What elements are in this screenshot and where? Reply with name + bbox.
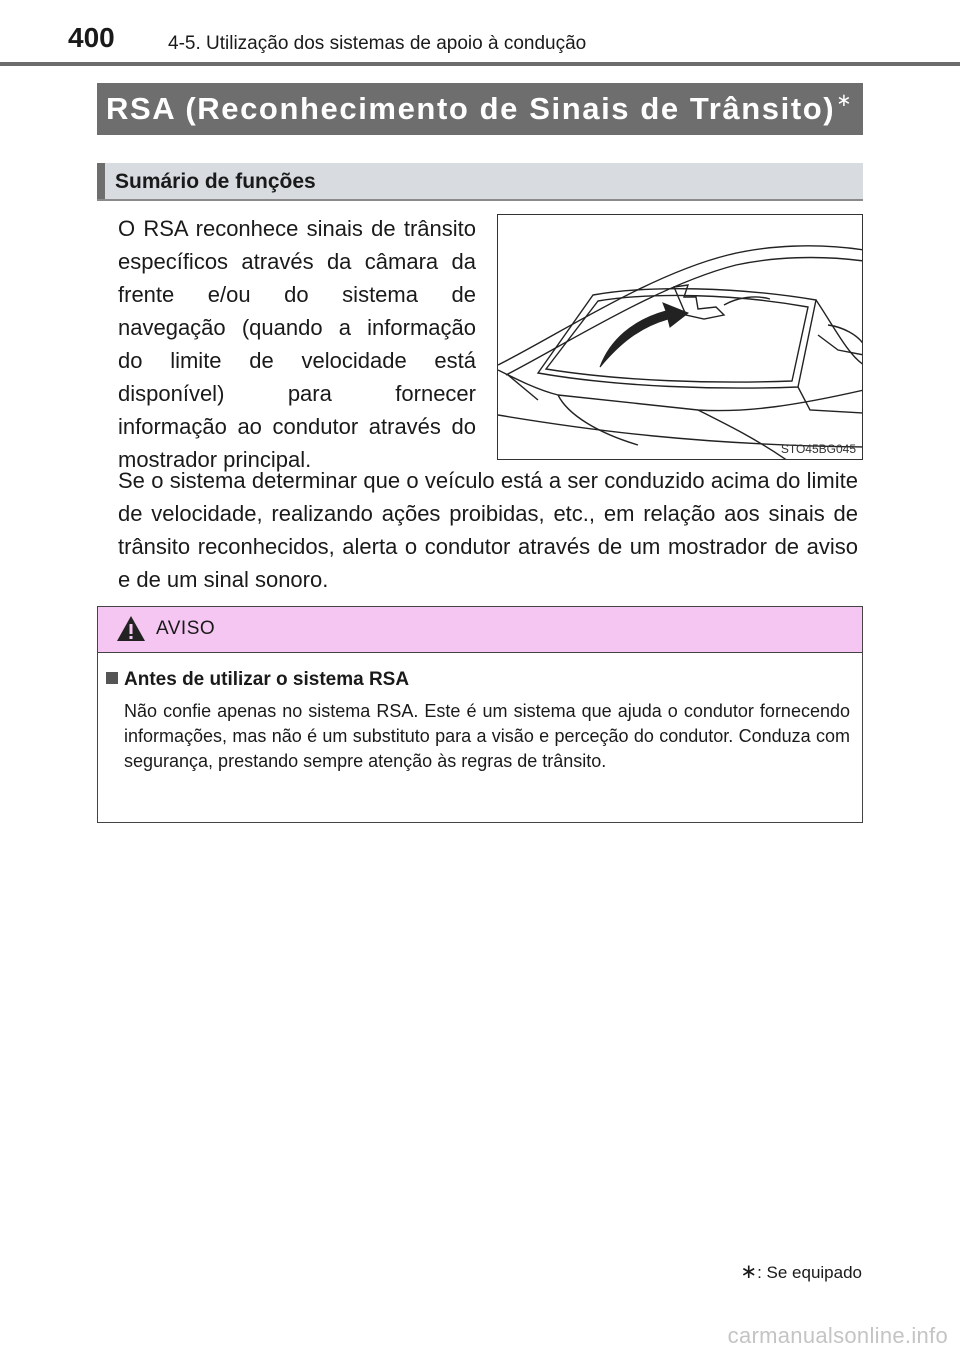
title-marker: ∗ <box>836 89 853 110</box>
page-number: 400 <box>68 22 115 53</box>
warning-heading <box>106 669 409 691</box>
footnote <box>740 1259 862 1284</box>
windshield-illustration <box>498 215 863 460</box>
windshield-camera-figure <box>497 214 863 460</box>
section-path: 4-5. Utilização dos sistemas de apoio à condução <box>168 33 587 54</box>
warning-heading-text: Antes de utilizar o sistema RSA <box>124 669 410 690</box>
header-rule <box>0 62 960 66</box>
page-title <box>106 91 853 127</box>
warning-triangle-icon <box>116 615 146 642</box>
warning-box <box>97 606 863 823</box>
square-bullet-icon <box>106 672 118 684</box>
title-bar <box>97 83 863 135</box>
warning-label: AVISO <box>156 618 216 639</box>
figure-code: STO45BG045 <box>780 442 856 456</box>
page-header <box>0 0 960 70</box>
warning-text: Não confie apenas no sistema RSA. Este é um sistema que ajuda o condutor fornecendo informações, mas não é um substituto para a visão e perceção do condutor. Conduza com segurança, prestando sempre atenção às regras de trânsito. <box>124 701 850 771</box>
warning-header <box>98 607 862 653</box>
subsection-marker <box>97 163 105 199</box>
footnote-text: : Se equipado <box>757 1263 862 1282</box>
page-title-text: RSA (Reconhecimento de Sinais de Trânsito) <box>106 91 836 126</box>
subsection-bar <box>97 163 863 201</box>
footnote-marker: ∗ <box>740 1261 758 1283</box>
intro-paragraph: O RSA reconhece sinais de trânsito específicos através da câmara da frente e/ou do sistema de navegação (quando a informação do limite de velocidade está disponível) para fornecer informação ao condutor através do mostrador principal. <box>118 216 476 472</box>
body-paragraph: Se o sistema determinar que o veículo está a ser conduzido acima do limite de velocidade, realizando ações proibidas, etc., em relação aos sinais de trânsito reconhecidos, alerta o condutor através de um mostrador de aviso e de um sinal sonoro. <box>118 468 858 592</box>
watermark: carmanualsonline.info <box>727 1323 948 1348</box>
subsection-title: Sumário de funções <box>115 170 316 193</box>
